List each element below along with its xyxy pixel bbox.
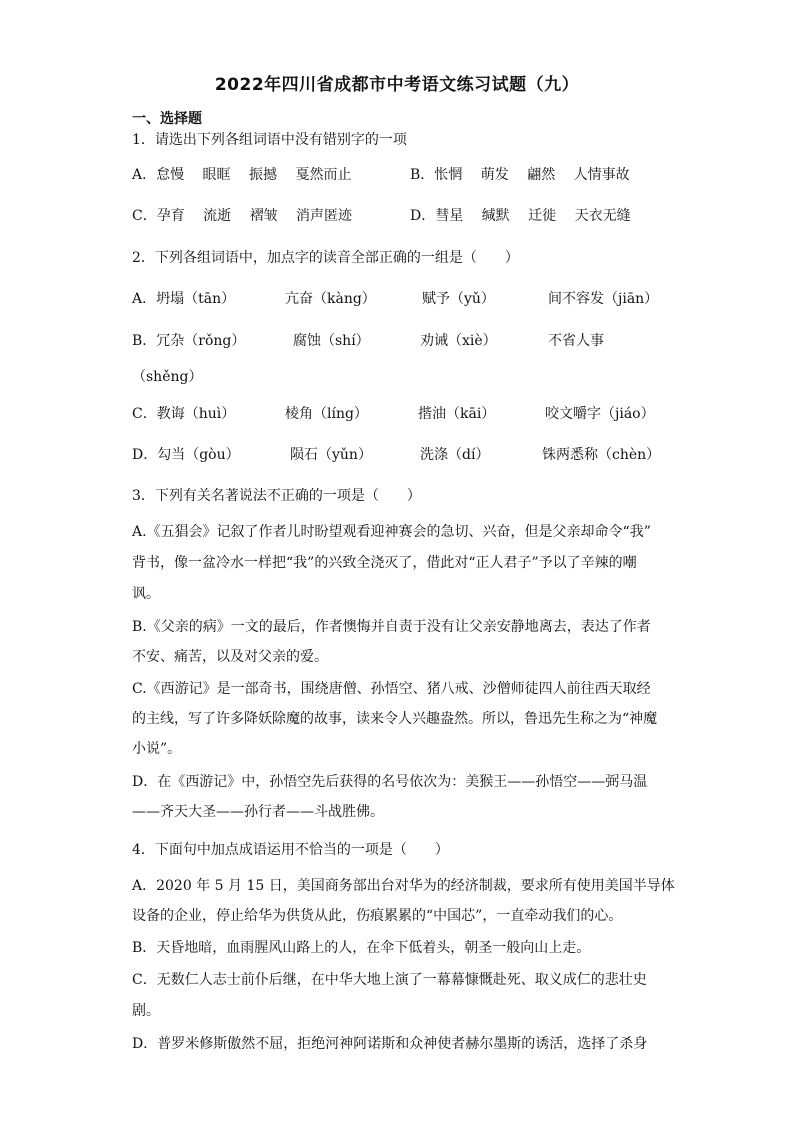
- question-1-stem: 1．请选出下列各组词语中没有错别字的一项: [132, 132, 407, 148]
- q3-line: A.《五猖会》记叙了作者儿时盼望观看迎神赛会的急切、兴奋，但是父亲却命令“我”: [132, 524, 651, 540]
- q2-b-word-4-pinyin: （shěng）: [132, 369, 203, 385]
- q2-b-word-1: B．冗杂（rǒng）: [132, 333, 246, 349]
- q2-c-word-1: C．教诲（huì）: [132, 406, 236, 422]
- q2-d-word-3: 洗涤（dí）: [420, 447, 490, 463]
- q2-c-word-2: 棱角（líng）: [285, 406, 368, 422]
- q3-line: C.《西游记》是一部奇书，围绕唐僧、孙悟空、猪八戒、沙僧师徒四人前往西天取经: [132, 681, 651, 697]
- q2-c-word-3: 揩油（kāi）: [418, 406, 496, 422]
- question-2-stem: 2．下列各组词语中，加点字的读音全部正确的一组是（ ）: [132, 250, 519, 266]
- q2-a-word-3: 赋予（yǔ）: [422, 291, 495, 307]
- q1-option-a: A．怠慢 眼眶 振撼 戛然而止: [132, 167, 352, 183]
- q1-option-c: C．孕育 流逝 褶皱 消声匿迹: [132, 208, 353, 224]
- page-title: 2022年四川省成都市中考语文练习试题（九）: [214, 75, 580, 95]
- question-4-stem: 4．下面句中加点成语运用不恰当的一项是（ ）: [132, 842, 449, 858]
- q2-a-word-2: 亢奋（kàng）: [285, 291, 376, 307]
- q1-option-b: B．怅惘 萌发 翩然 人情事故: [410, 167, 630, 183]
- section-heading: 一、选择题: [132, 111, 202, 127]
- question-3-stem: 3．下列有关名著说法不正确的一项是（ ）: [132, 488, 421, 504]
- q3-line: 的主线，写了许多降妖除魔的故事，读来令人兴趣盎然。所以，鲁迅先生称之为“神魔: [132, 711, 658, 727]
- q2-d-word-1: D．勾当（gòu）: [132, 447, 240, 463]
- q3-line: ——齐天大圣——孙行者——斗战胜佛。: [132, 804, 384, 820]
- q3-line: D．在《西游记》中，孙悟空先后获得的名号依次为：美猴王——孙悟空——弼马温: [132, 774, 648, 790]
- q4-line: 设备的企业，停止给华为供货从此，伤痕累累的“中国芯”，一直牵动我们的心。: [132, 908, 623, 924]
- q2-b-word-3: 劝诫（xiè）: [420, 333, 497, 349]
- q2-a-word-1: A．坍塌（tān）: [132, 291, 236, 307]
- q3-line: 背书，像一盆冷水一样把“我”的兴致全浇灭了，借此对“正人君子”予以了辛辣的嘲: [132, 555, 637, 571]
- q4-line: D．普罗米修斯傲然不屈，拒绝河神阿诺斯和众神使者赫尔墨斯的诱活，选择了杀身: [132, 1036, 648, 1052]
- q2-c-word-4: 咬文嚼字（jiáo）: [545, 406, 655, 422]
- q2-b-word-2: 腐蚀（shí）: [293, 333, 370, 349]
- q3-line: 小说”。: [132, 741, 182, 757]
- q4-line: A．2020 年 5 月 15 日，美国商务部出台对华为的经济制裁，要求所有使用美国半导体: [132, 878, 675, 894]
- q1-option-d: D．彗星 缄默 迁徙 天衣无缝: [410, 208, 631, 224]
- q2-b-word-4: 不省人事: [548, 333, 604, 349]
- q3-line: B.《父亲的病》一文的最后，作者懊悔并自责于没有让父亲安静地离去，表达了作者: [132, 619, 651, 635]
- q4-line: C．无数仁人志士前仆后继，在中华大地上演了一幕幕慷慨赴死、取义成仁的悲壮史: [132, 972, 647, 988]
- q4-line: B．天昏地暗，血雨腥风山路上的人，在伞下低着头，朝圣一般向山上走。: [132, 940, 591, 956]
- q3-line: 讽。: [132, 586, 160, 602]
- q4-line: 剧。: [132, 1003, 160, 1019]
- q2-d-word-2: 陨石（yǔn）: [290, 447, 372, 463]
- q3-line: 不安、痛苦，以及对父亲的爱。: [132, 649, 328, 665]
- q2-a-word-4: 间不容发（jiān）: [548, 291, 659, 307]
- q2-d-word-4: 铢两悉称（chèn）: [542, 447, 661, 463]
